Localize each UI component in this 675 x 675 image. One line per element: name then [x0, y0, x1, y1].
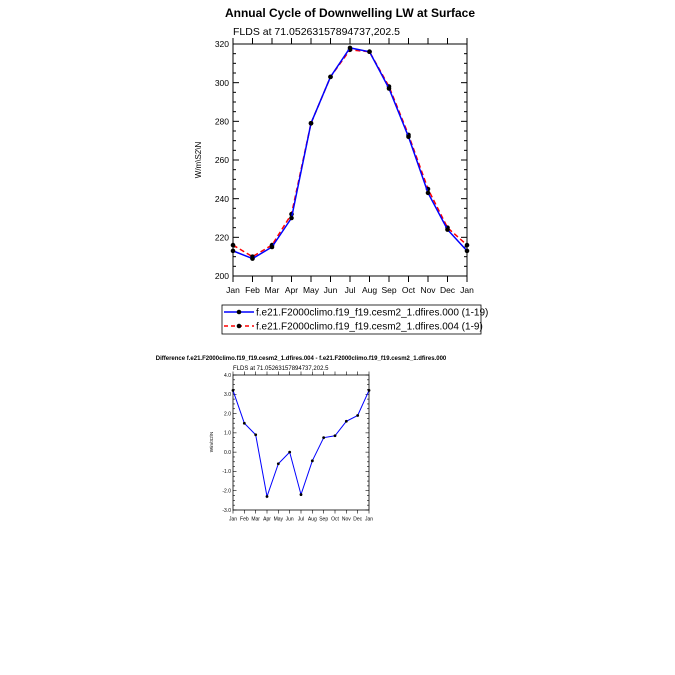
series-1-point	[288, 451, 291, 454]
difference-chart-title: Difference f.e21.F2000climo.f19_f19.cesm2_1.dfires.004 - f.e21.F2000climo.f19_f19.cesm2_1.dfires.000	[155, 356, 447, 362]
x-tick-label: Apr	[284, 285, 299, 295]
series-1-point	[465, 249, 470, 254]
series-2-point	[465, 243, 470, 248]
main-chart	[194, 6, 488, 334]
x-tick-label: Jun	[285, 516, 294, 523]
y-tick-label: 200	[214, 271, 229, 282]
x-tick-label: Sep	[319, 516, 329, 523]
x-tick-label: Apr	[263, 516, 271, 523]
main-chart-legend	[222, 305, 488, 334]
x-tick-label: Jun	[323, 285, 338, 295]
series-1-point	[426, 191, 431, 196]
series-line-2	[233, 50, 467, 257]
main-chart-title: Annual Cycle of Downwelling LW at Surface	[224, 6, 476, 20]
series-line-1	[233, 48, 467, 259]
x-tick-label: Feb	[245, 285, 260, 295]
x-tick-label: May	[302, 285, 320, 295]
difference-plot-frame	[233, 375, 369, 510]
series-1-point	[277, 462, 280, 465]
series-1-point	[445, 227, 450, 232]
series-line-1	[233, 390, 369, 496]
series-1-point	[387, 86, 392, 91]
series-1-point	[309, 121, 314, 126]
difference-chart-ylabel: W/m\S2\N	[209, 431, 214, 453]
y-tick-label: 4.0	[224, 372, 231, 379]
main-chart-subtitle: FLDS at 71.05263157894737,202.5	[233, 26, 400, 38]
x-tick-label: Jan	[228, 516, 238, 523]
difference-chart-subtitle: FLDS at 71.05263157894737,202.5	[233, 366, 329, 372]
series-1-point	[266, 495, 269, 498]
series-1-point	[328, 75, 333, 80]
x-tick-label: Mar	[264, 285, 280, 295]
series-1-point	[322, 436, 325, 439]
x-tick-label: Jan	[226, 285, 240, 295]
series-1-point	[231, 249, 236, 254]
series-1-point	[270, 245, 275, 250]
series-1-point	[300, 493, 303, 496]
x-tick-label: Jan	[460, 285, 474, 295]
y-tick-label: 240	[214, 193, 229, 204]
y-tick-label: 320	[214, 39, 229, 50]
series-1-point	[367, 49, 372, 54]
x-tick-label: Mar	[251, 516, 260, 523]
x-tick-label: Sep	[381, 285, 397, 295]
legend-marker-series-2	[237, 324, 242, 329]
series-1-point	[356, 414, 359, 417]
series-1-point	[232, 389, 235, 392]
legend-label-series-1: f.e21.F2000climo.f19_f19.cesm2_1.dfires.000 (1-19)	[256, 307, 489, 319]
main-chart-ylabel: W/m\S2\N	[194, 141, 203, 179]
y-tick-label: 2.0	[224, 411, 231, 418]
y-tick-label: 280	[214, 116, 229, 127]
series-1-point	[406, 135, 411, 140]
y-tick-label: 0.0	[224, 449, 231, 456]
x-tick-label: Aug	[361, 285, 378, 295]
y-tick-label: -2.0	[222, 488, 231, 495]
series-1-point	[345, 420, 348, 423]
series-1-point	[348, 46, 353, 51]
y-tick-label: -1.0	[222, 469, 231, 476]
legend-marker-series-1	[237, 310, 242, 315]
y-tick-label: 220	[214, 232, 229, 243]
series-1-point	[254, 433, 257, 436]
difference-chart	[156, 356, 447, 523]
y-tick-label: 260	[214, 155, 229, 166]
y-tick-label: 3.0	[224, 392, 231, 399]
x-tick-label: Aug	[307, 516, 317, 523]
x-tick-label: Dec	[439, 285, 456, 295]
series-1-point	[289, 216, 294, 221]
series-1-point	[250, 256, 255, 261]
x-tick-label: Jan	[364, 516, 374, 523]
series-1-point	[368, 389, 371, 392]
series-2-point	[231, 243, 236, 248]
series-1-point	[243, 422, 246, 425]
x-tick-label: May	[273, 516, 284, 523]
x-tick-label: Nov	[420, 285, 436, 295]
x-tick-label: Jul	[344, 285, 356, 295]
x-tick-label: Nov	[341, 516, 351, 523]
x-tick-label: Feb	[240, 516, 249, 523]
x-tick-label: Oct	[331, 516, 339, 523]
series-1-point	[311, 459, 314, 462]
series-1-point	[334, 434, 337, 437]
legend-label-series-2: f.e21.F2000climo.f19_f19.cesm2_1.dfires.004 (1-9)	[256, 321, 483, 333]
y-tick-label: -3.0	[222, 507, 231, 514]
y-tick-label: 1.0	[224, 430, 231, 437]
x-tick-label: Jul	[297, 516, 305, 523]
x-tick-label: Oct	[401, 285, 416, 295]
x-tick-label: Dec	[353, 516, 363, 523]
main-plot-frame	[233, 44, 467, 276]
y-tick-label: 300	[214, 77, 229, 88]
